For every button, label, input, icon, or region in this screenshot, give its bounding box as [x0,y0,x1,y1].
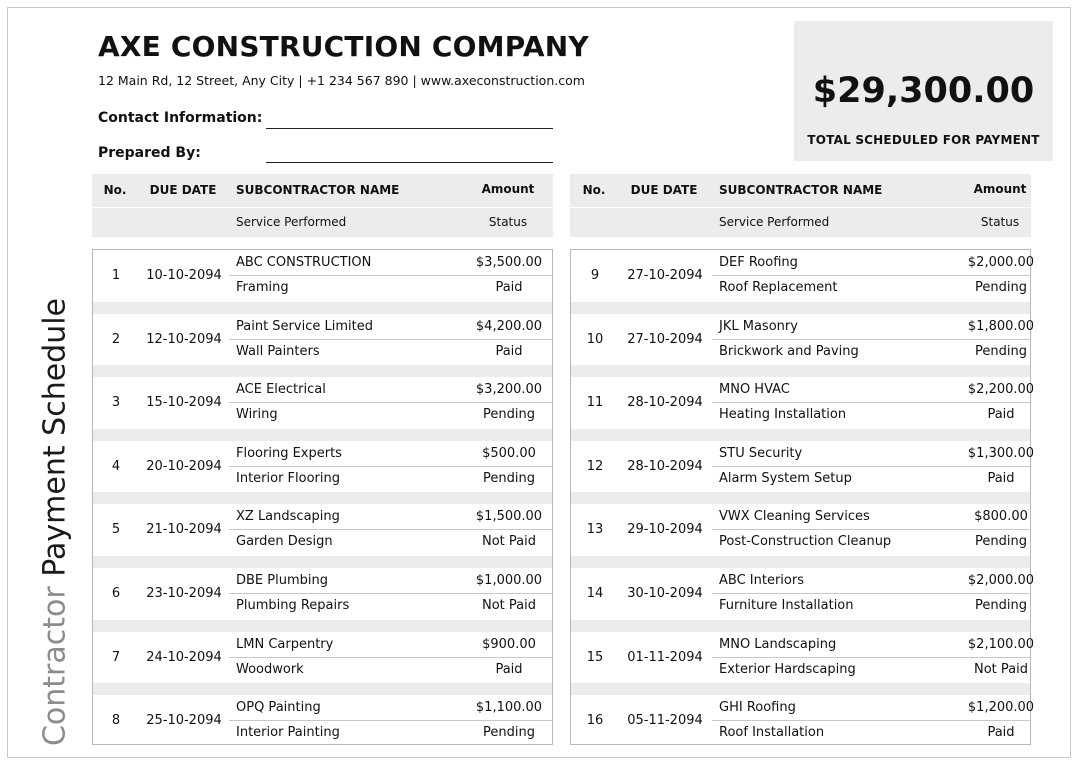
row-number: 15 [586,650,604,665]
row-subcontractor-name: ACE Electrical [236,382,326,397]
table-body [92,249,553,745]
row-service: Roof Installation [719,725,825,740]
row-separator [93,556,552,568]
row-due-date: 23-10-2094 [146,586,222,601]
row-subcontractor-name: OPQ Painting [236,700,321,715]
row-subcontractor-name: LMN Carpentry [236,637,334,652]
row-due-date: 01-11-2094 [627,650,703,665]
row-inner-divider [229,466,552,467]
row-inner-divider [229,593,552,594]
row-subcontractor-name: MNO HVAC [719,382,790,397]
row-service: Framing [236,280,289,295]
col-header-due-date: DUE DATE [149,183,217,197]
row-number: 11 [586,395,604,410]
row-amount: $2,200.00 [967,382,1035,397]
col-header-name: SUBCONTRACTOR NAME [719,183,883,197]
row-number: 5 [111,522,121,537]
prepared-by-label: Prepared By: [98,145,201,161]
row-amount: $4,200.00 [475,319,543,334]
total-box [794,21,1053,161]
row-subcontractor-name: MNO Landscaping [719,637,837,652]
row-amount: $900.00 [482,637,536,652]
row-number: 3 [111,395,121,410]
row-subcontractor-name: Flooring Experts [236,446,342,461]
table-row [93,377,552,428]
row-separator [571,683,1030,695]
table-row [93,250,552,301]
row-service: Woodwork [236,662,304,677]
row-inner-divider [229,657,552,658]
row-separator [93,492,552,504]
row-due-date: 28-10-2094 [627,395,703,410]
row-status: Pending [975,598,1027,613]
row-amount: $2,000.00 [967,573,1035,588]
row-status: Paid [495,280,523,295]
row-status: Pending [483,471,535,486]
row-status: Not Paid [974,662,1028,677]
row-inner-divider [712,402,1030,403]
row-due-date: 28-10-2094 [627,459,703,474]
row-separator [93,365,552,377]
header-row-secondary [570,207,1031,237]
row-number: 12 [586,459,604,474]
row-service: Interior Painting [236,725,340,740]
row-number: 10 [586,332,604,347]
row-due-date: 27-10-2094 [627,332,703,347]
col-header-no: No. [103,183,127,197]
row-number: 6 [111,586,121,601]
prepared-by-line[interactable] [266,162,553,163]
row-subcontractor-name: VWX Cleaning Services [719,509,870,524]
row-subcontractor-name: GHI Roofing [719,700,796,715]
table-row [93,568,552,619]
row-inner-divider [712,466,1030,467]
row-amount: $1,200.00 [967,700,1035,715]
col-header-amount: Amount [481,182,535,196]
total-label: TOTAL SCHEDULED FOR PAYMENT [807,133,1040,147]
row-inner-divider [229,339,552,340]
row-service: Roof Replacement [719,280,838,295]
row-status: Paid [987,407,1015,422]
row-status: Paid [987,725,1015,740]
table-row [93,695,552,746]
row-subcontractor-name: Paint Service Limited [236,319,373,334]
row-subcontractor-name: ABC Interiors [719,573,804,588]
row-status: Pending [975,280,1027,295]
row-amount: $3,200.00 [475,382,543,397]
row-separator [571,556,1030,568]
row-inner-divider [712,720,1030,721]
table-body [570,249,1035,745]
col-header-service: Service Performed [719,215,830,229]
contact-info-line[interactable] [266,128,553,129]
row-subcontractor-name: JKL Masonry [719,319,798,334]
header-row-secondary [92,207,553,237]
row-inner-divider [712,275,1030,276]
row-status: Pending [975,534,1027,549]
row-amount: $2,000.00 [967,255,1035,270]
col-header-amount: Amount [973,182,1027,196]
table-row [93,504,552,555]
row-status: Pending [975,344,1027,359]
row-separator [93,683,552,695]
row-number: 13 [586,522,604,537]
col-header-no: No. [582,183,606,197]
row-inner-divider [229,529,552,530]
row-amount: $1,500.00 [475,509,543,524]
row-subcontractor-name: ABC CONSTRUCTION [236,255,372,270]
row-inner-divider [229,402,552,403]
row-status: Paid [495,344,523,359]
table-row [571,695,1035,746]
table-row [571,314,1035,365]
row-service: Exterior Hardscaping [719,662,856,677]
row-subcontractor-name: DEF Roofing [719,255,798,270]
row-amount: $1,300.00 [967,446,1035,461]
table-row [93,314,552,365]
row-service: Post-Construction Cleanup [719,534,892,549]
side-title [38,298,73,746]
side-title-part2: Payment Schedule [37,297,73,577]
row-separator [93,620,552,632]
row-status: Paid [495,662,523,677]
row-amount: $2,100.00 [967,637,1035,652]
row-status: Pending [483,407,535,422]
row-due-date: 20-10-2094 [146,459,222,474]
row-amount: $1,000.00 [475,573,543,588]
table-row [571,250,1035,301]
row-service: Garden Design [236,534,333,549]
col-header-due-date: DUE DATE [630,183,698,197]
header-row-primary [570,174,1031,207]
row-due-date: 30-10-2094 [627,586,703,601]
row-service: Alarm System Setup [719,471,852,486]
row-inner-divider [229,720,552,721]
row-number: 4 [111,459,121,474]
row-separator [93,429,552,441]
row-number: 7 [111,650,121,665]
row-service: Interior Flooring [236,471,340,486]
row-service: Furniture Installation [719,598,854,613]
row-due-date: 29-10-2094 [627,522,703,537]
row-due-date: 24-10-2094 [146,650,222,665]
row-service: Plumbing Repairs [236,598,350,613]
row-amount: $1,800.00 [967,319,1035,334]
table-row [571,568,1035,619]
row-due-date: 25-10-2094 [146,713,222,728]
row-due-date: 15-10-2094 [146,395,222,410]
row-subcontractor-name: XZ Landscaping [236,509,340,524]
row-inner-divider [229,275,552,276]
row-separator [571,620,1030,632]
row-inner-divider [712,593,1030,594]
row-due-date: 21-10-2094 [146,522,222,537]
table-row [571,632,1035,683]
row-amount: $500.00 [482,446,536,461]
row-separator [93,302,552,314]
row-due-date: 10-10-2094 [146,268,222,283]
row-amount: $800.00 [974,509,1028,524]
row-status: Pending [483,725,535,740]
row-separator [571,492,1030,504]
row-inner-divider [712,657,1030,658]
col-header-service: Service Performed [236,215,347,229]
row-status: Paid [987,471,1015,486]
table-row [571,441,1035,492]
row-service: Wall Painters [236,344,320,359]
row-number: 16 [586,713,604,728]
row-number: 1 [111,268,121,283]
table-row [571,504,1030,555]
row-amount: $1,100.00 [475,700,543,715]
row-due-date: 05-11-2094 [627,713,703,728]
row-due-date: 27-10-2094 [627,268,703,283]
row-due-date: 12-10-2094 [146,332,222,347]
col-header-name: SUBCONTRACTOR NAME [236,183,400,197]
company-address: 12 Main Rd, 12 Street, Any City | +1 234 567 890 | www.axeconstruction.com [98,73,585,88]
col-header-status: Status [488,215,528,229]
col-header-status: Status [980,215,1020,229]
contact-info-label: Contact Information: [98,110,263,126]
row-separator [571,365,1030,377]
row-inner-divider [712,339,1030,340]
row-service: Heating Installation [719,407,847,422]
table-row [571,377,1035,428]
row-amount: $3,500.00 [475,255,543,270]
row-status: Not Paid [482,534,536,549]
side-title-part1: Contractor [37,586,73,747]
row-subcontractor-name: DBE Plumbing [236,573,328,588]
row-number: 14 [586,586,604,601]
row-separator [571,429,1030,441]
row-status: Not Paid [482,598,536,613]
company-name: AXE CONSTRUCTION COMPANY [98,30,589,63]
row-inner-divider [712,529,1030,530]
row-service: Brickwork and Paving [719,344,859,359]
row-service: Wiring [236,407,278,422]
table-row [93,632,552,683]
row-number: 2 [111,332,121,347]
row-number: 9 [590,268,600,283]
row-number: 8 [111,713,121,728]
row-subcontractor-name: STU Security [719,446,803,461]
total-amount: $29,300.00 [812,71,1035,111]
row-separator [571,302,1030,314]
table-row [93,441,552,492]
header-row-primary [92,174,553,207]
